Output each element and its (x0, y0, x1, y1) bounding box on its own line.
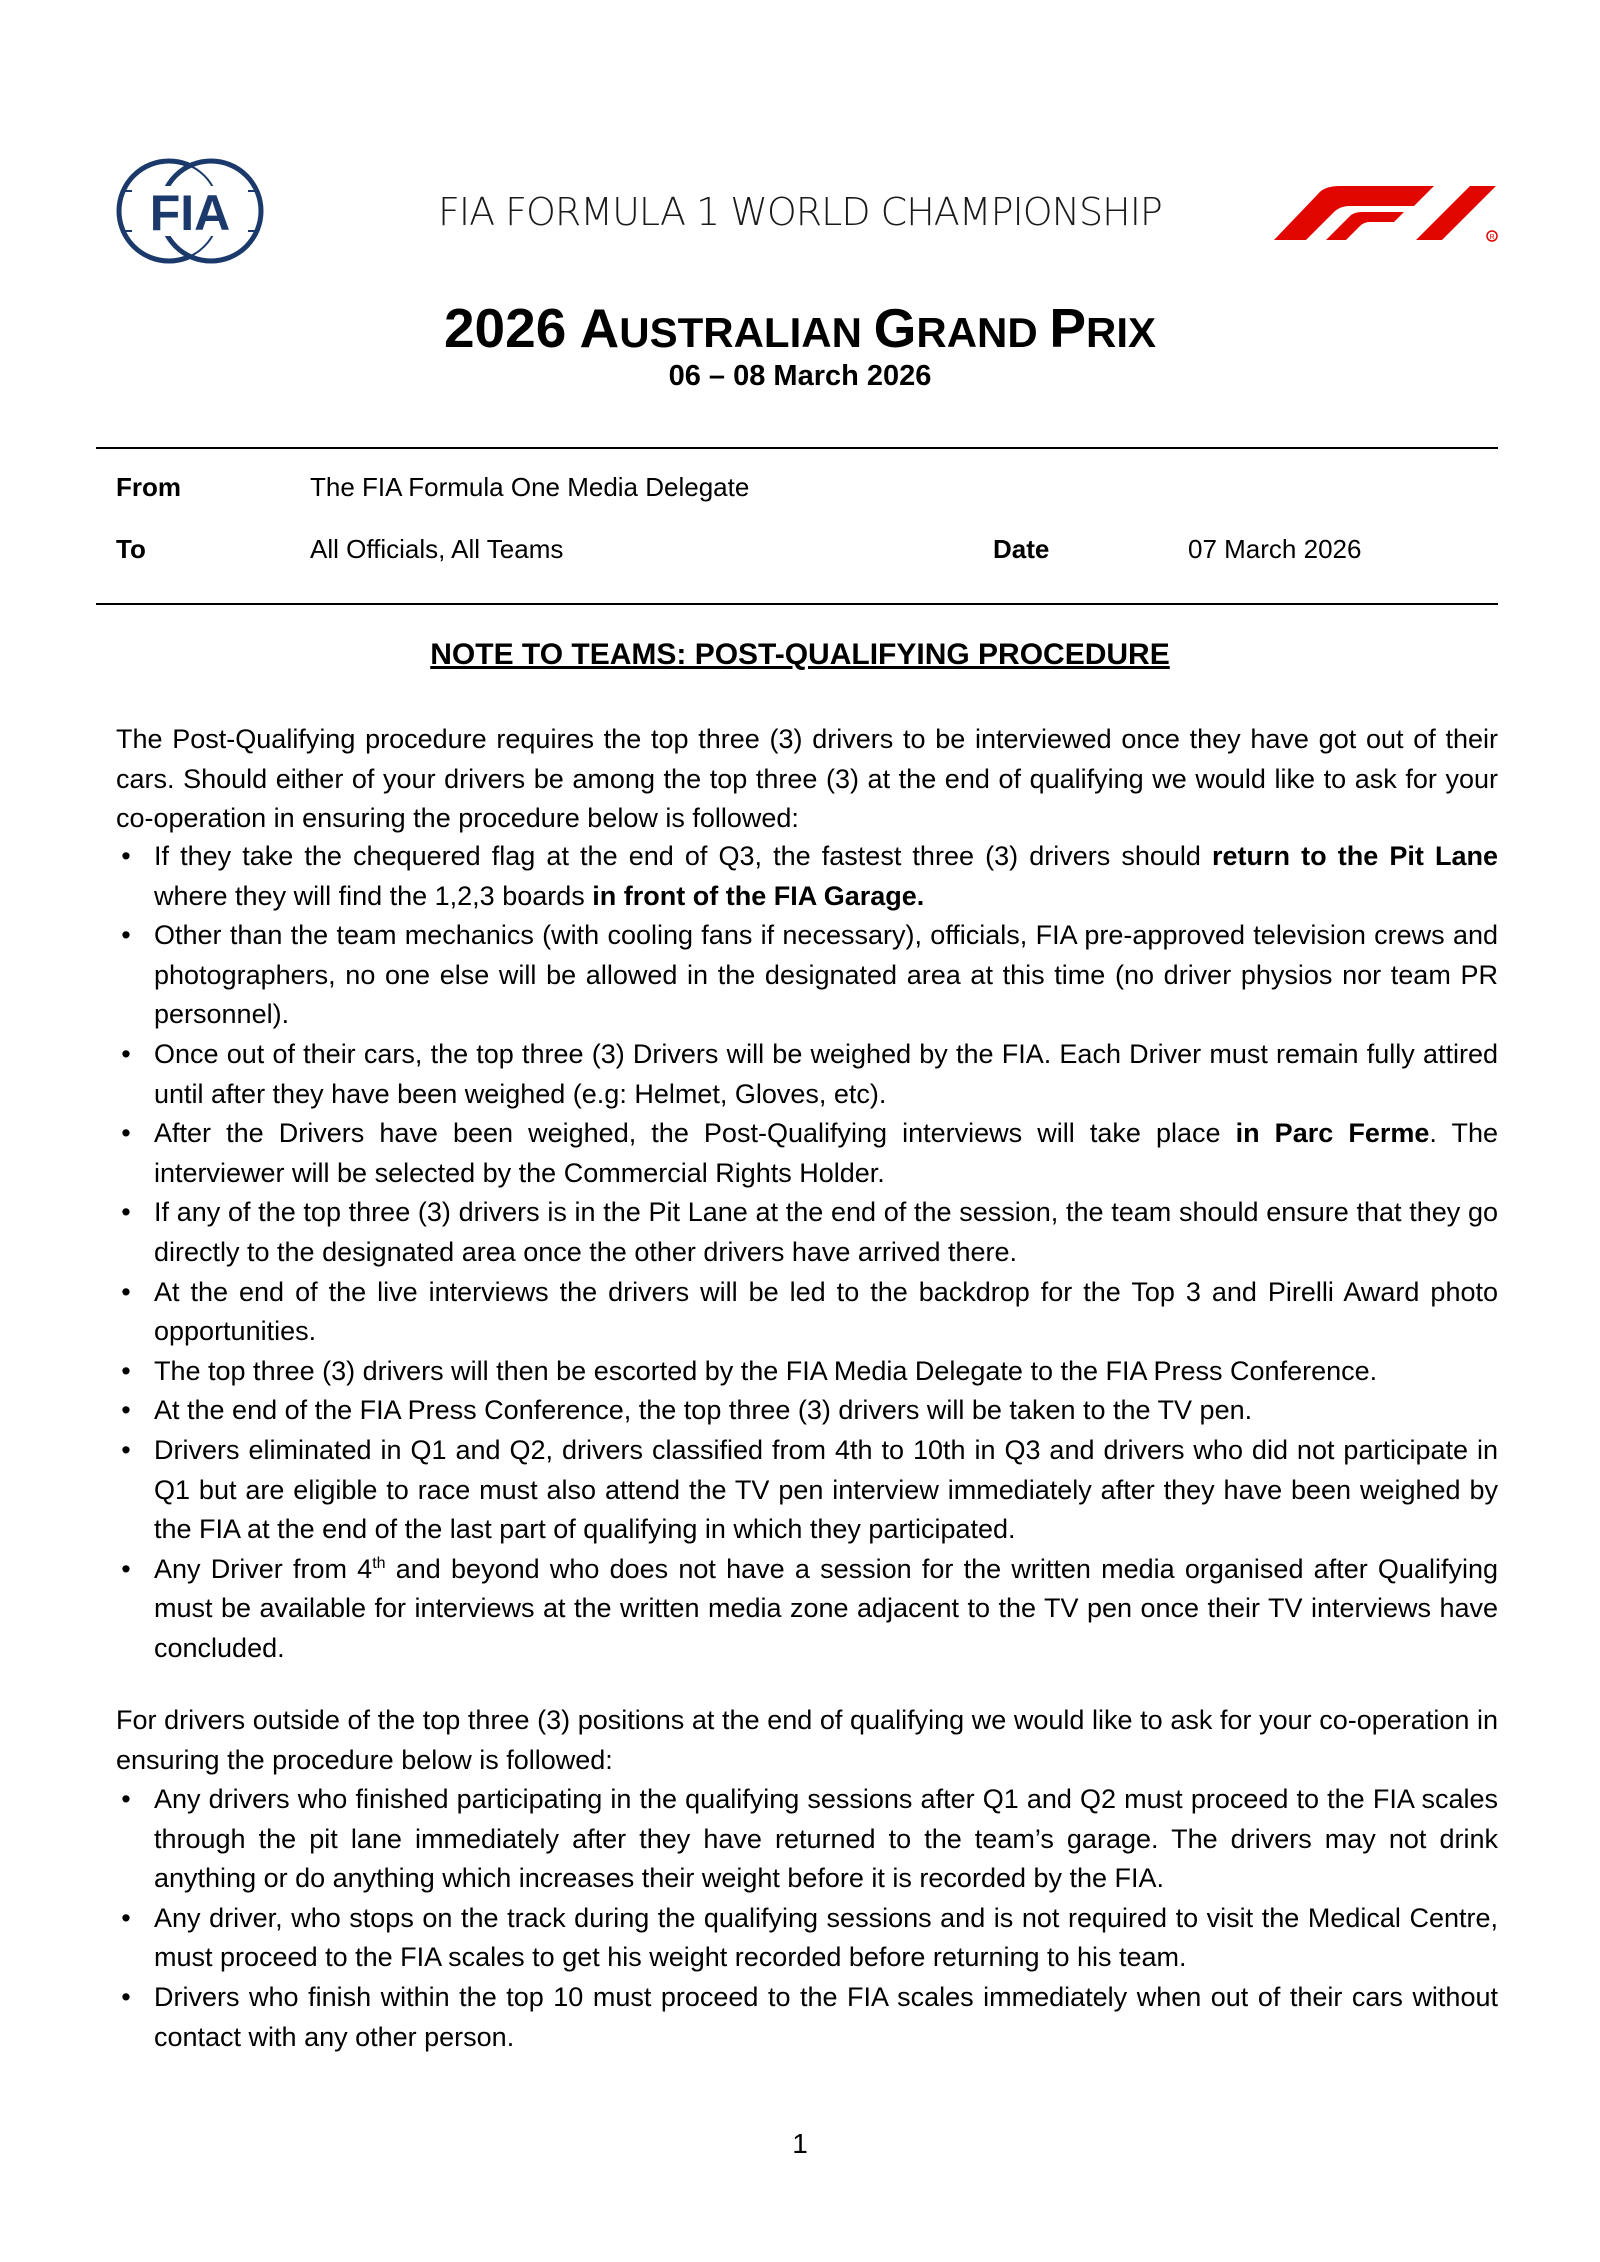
fia-logo-text: FIA (149, 185, 231, 241)
from-value: The FIA Formula One Media Delegate (310, 472, 750, 502)
to-label: To (116, 534, 146, 564)
event-dates: 06 – 08 March 2026 (668, 360, 932, 392)
list-item: • The top three (3) drivers will then be escorted by the FIA Media Delegate to the FIA Press Conference. (121, 1355, 1378, 1386)
from-label: From (116, 472, 181, 502)
to-value: All Officials, All Teams (310, 534, 564, 564)
list-item: • Any Driver from 4th and beyond who does not have a session for the written media organised after Qualifying must be available for interviews at the written media zone adjacent to the TV pen once their TV interviews have concluded. (121, 1553, 1498, 1663)
list-item: • At the end of the FIA Press Conference, the top three (3) drivers will be taken to the TV pen. (121, 1395, 1253, 1426)
list-item: • Drivers who finish within the top 10 must proceed to the FIA scales immediately when out of their cars without contact with any other person. (121, 1981, 1498, 2052)
f1-logo-icon (1266, 180, 1506, 244)
section1-list (116, 837, 1498, 1668)
list-item: • After the Drivers have been weighed, the Post-Qualifying interviews will take place in Parc Ferme. The interviewer will be selected by the Commercial Rights Holder. (121, 1118, 1499, 1188)
event-title: 2026 AUSTRALIAN GRAND PRIX (443, 297, 1157, 359)
list-item: • Any drivers who finished participating in the qualifying sessions after Q1 and Q2 must proceed to the FIA scales through the pit lane immediately after they have returned to the team’s garage. The drivers may not drink anything or do anything which increases their weight before it is recorded by the FIA. (121, 1784, 1498, 1894)
fia-logo-icon (114, 156, 266, 266)
list-item: • If they take the chequered flag at the end of Q3, the fastest three (3) drivers should return to the Pit Lane where they will find the 1,2,3 boards in front of the FIA Garage. (121, 841, 1498, 911)
list-item: • Drivers eliminated in Q1 and Q2, drivers classified from 4th to 10th in Q3 and drivers who did not participate in Q1 but are eligible to race must also attend the TV pen interview immediately after they have been weighed by the FIA at the end of the last part of qualifying in which they participated. (121, 1434, 1498, 1545)
list-item: • If any of the top three (3) drivers is in the Pit Lane at the end of the session, the team should ensure that they go directly to the designated area once the other drivers have arrived there. (121, 1197, 1498, 1267)
date-label: Date (993, 534, 1050, 564)
page-number: 1 (792, 2128, 808, 2159)
list-item: • At the end of the live interviews the drivers will be led to the backdrop for the Top 3 and Pirelli Award photo opportunities. (121, 1276, 1498, 1347)
section2-list (116, 1780, 1498, 2057)
section2-intro: For drivers outside of the top three (3) positions at the end of qualifying we would like to ask for your co-operation in ensuring the procedure below is followed: (116, 1705, 1498, 1775)
section1-intro: The Post-Qualifying procedure requires the top three (3) drivers to be interviewed once they have got out of their cars. Should either of your drivers be among the top three (3) at the end of qualifying we would like to ask for your co-operation in ensuring the procedure below is followed: (116, 724, 1498, 834)
divider-top (96, 447, 1498, 449)
svg-text:R: R (1489, 234, 1495, 241)
list-item: • Any driver, who stops on the track during the qualifying sessions and is not required to visit the Medical Centre, must proceed to the FIA scales to get his weight recorded before returning to his team. (121, 1902, 1498, 1973)
divider-bottom (96, 603, 1498, 605)
note-title: NOTE TO TEAMS: POST-QUALIFYING PROCEDURE (430, 638, 1170, 671)
list-item: • Once out of their cars, the top three (3) Drivers will be weighed by the FIA. Each Driver must remain fully attired until after they have been weighed (e.g: Helmet, Gloves, etc). (121, 1038, 1498, 1109)
championship-title: FIA FORMULA 1 WORLD CHAMPIONSHIP (438, 190, 1162, 234)
date-value: 07 March 2026 (1188, 534, 1362, 564)
list-item: • Other than the team mechanics (with cooling fans if necessary), officials, FIA pre-approved television crews and photographers, no one else will be allowed in the designated area at this time (no driver physios nor team PR personnel). (121, 920, 1498, 1030)
